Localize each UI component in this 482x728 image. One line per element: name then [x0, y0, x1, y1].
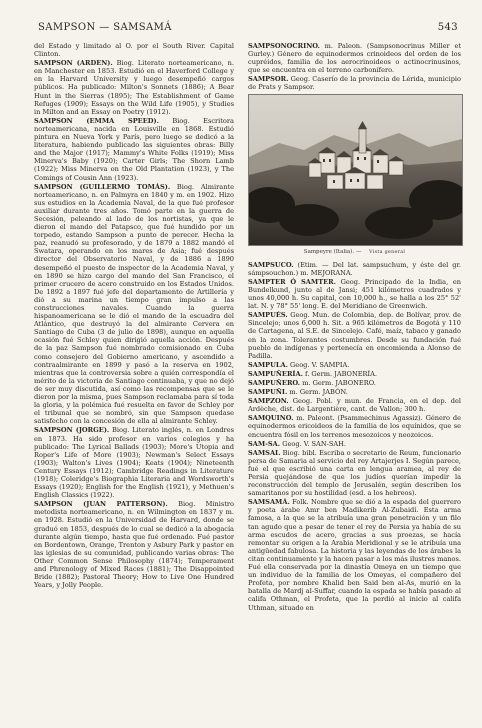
village-photo-illustration: [249, 95, 462, 245]
dictionary-entry: [248, 261, 461, 277]
dictionary-entry: [248, 449, 461, 498]
entry-headword: SAMPSOR.: [248, 75, 289, 84]
left-column: [34, 42, 234, 590]
entry-headword: SAMSAMÁ.: [248, 498, 290, 507]
entry-body: Biog. Literato norteamericano, n. en Manchester en 1853. Estudió en el Haverford College y en la Harvard University y luego desempeñó cargos públicos. Ha publicado: Milton's Sonnets (1886); A Bear Hunt in the Sierras (1895); The Establishment of Game Refuges (1909); Essays on the Wild Life (1905), y Studies in Milton and an Essay on Poetry (1912).: [34, 59, 234, 116]
entry-body: Geog. V. SAN-SAH.: [280, 439, 346, 448]
entry-headword: SAMPSON (ARDEN).: [34, 59, 113, 68]
entry-headword: SAMPUÑI.: [248, 388, 288, 397]
right-column-top: [248, 42, 461, 92]
dictionary-entry: [248, 397, 461, 413]
dictionary-entry: [34, 117, 234, 182]
entry-headword: SAMPULA.: [248, 360, 288, 369]
dictionary-entry: [34, 500, 234, 589]
entry-headword: SAMPUÑERO.: [248, 378, 301, 387]
entry-body: m. Germ. JABONERO.: [300, 378, 376, 387]
entry-body: Biog. Ministro metodista norteamericano, n. en Wilmington en 1837 y m. en 1928. Estudió en la Universidad de Harvard, donde se graduó en 1853, después de lo cual se dedicó a la abogacía durante algún tiempo, hasta que fué ordenado. Fué pastor en Bordentown, Orange, Trenton y Asbury Park y pastor en las iglesias de su comunidad, publicando varias obras: The Other Common Sense Philosophy (1874); Temperament and Phrenology of Mixed Races (1881); The Disappointed Bride (1882); Pastoral Theory; How to Live One Hundred Years, y Jolly People.: [34, 500, 234, 590]
entry-body: Biog. Escritora norteamericana, nacida en Louisville en 1868. Estudió pintura en Nueva York y París, pero luego se dedicó a la literatura, habiendo publicado las siguientes obras: Billy and the Major (1917); Mammy's White Folks (1919); Miss Minerva's Baby (1920); Carter Girls; The Shorn Lamb (1922); Miss Minerva on the Old Plantation (1923), y The Comings of Cousin Ann (1923).: [34, 116, 234, 182]
entry-body: f. Germ. JABONERÍA.: [302, 369, 377, 378]
entry-headword: SAMSAI.: [248, 448, 281, 457]
running-head: SAMPSON — SAMSAMÁ: [38, 22, 172, 33]
dictionary-entry: [248, 440, 461, 448]
entry-headword: SAMPSON (JUAN PATTERSON).: [34, 500, 168, 509]
photo-sampeyre: [248, 94, 463, 246]
entry-body: m. Paleon. (Sampsonocrinus Miller et Gurley.) Género de equinodermos crinoideos del orden de los cupréidos, familia de los aerocrinoideos o actinocrinusinos, que se encuentra en el terreno carbonífero.: [248, 42, 461, 75]
entry-body: m. Paleont. (Psammechinus Agassiz). Género de equinodermos ericoideos de la familia de los equínidos, que se encuentra fósil en los terrenos mesozoicos y neozoicos.: [248, 414, 461, 439]
entry-body: Geog. Caserío de la provincia de Lérida, municipio de Prats y Sampsor.: [248, 75, 461, 92]
entry-headword: SAMPUÉS.: [248, 311, 288, 320]
dictionary-entry: [248, 42, 461, 74]
dictionary-entry: [34, 426, 234, 499]
dictionary-entry: [248, 379, 461, 387]
entry-headword: SAMPTER Ó SAMTER.: [248, 277, 336, 286]
dictionary-entry: [248, 498, 461, 611]
dictionary-entry: [248, 370, 461, 378]
entry-body: m. Germ. JABÓN.: [287, 388, 348, 397]
page-header: [26, 22, 458, 38]
entry-headword: SAMPSUCO.: [248, 260, 294, 269]
entry-headword: SAMQUINO.: [248, 414, 294, 423]
entry-headword: SAM-SA.: [248, 439, 281, 448]
dictionary-entry: [248, 361, 461, 369]
entry-body: Biog. Almirante norteamericano, n. en Palmyra en 1840 y m. en 1902. Hizo sus estudios en la Academia Naval, de la que fué profesor auxiliar durante tres años. Tomó parte en la guerra de Secesión, peleando al lado de los nortistas, ya que le dieron el mando del Patapsco, que fué hundido por un torpedo, estando Sampson a punto de perecer. Hecha la paz, reanudó su profesorado, y de 1879 a 1882 mandó el Swatara, operando en los mares de Asia; fué después director del Observatorio Naval, y de 1886 a 1890 desempeñó el puesto de inspector de la Academia Naval, y en 1890 se hizo cargo del mando del San Francisco, el primer crucero de acero construido en los Estados Unidos. De 1892 a 1897 fué jefe del departamento de Artillería y dió a su marina un tiempo gran impulso a las construcciones navales. Cuando la guerra hispanoamericana se le dió el mando de la escuadra del Atlántico, que destruyó la del almirante Cervera en Santiago de Cuba (3 de julio de 1898), aunque en aquella ocasión fué Schley quien dirigió aquella acción. Después de la paz Sampson fué nombrado comisionado en Cuba como consejero del Gobierno americano, y ascendido a contraalmirante en 1899 y pasó a la reserva en 1902, mientras que la controversia sobre a quién correspondía el mérito de la victoria de Santiago continuaba, y que no dejó de ser muy discutida, así como las recompensas que se le dieron por la misma, pues Sampson reclamaba para sí toda la gloria, y la polémica fué resuelta en favor de Schley por el tribunal que se nombró, sin que Sampson quedase satisfecho con la concesión de ella al almirante Schley.: [34, 182, 234, 426]
page-number: 543: [437, 22, 458, 33]
continued-text: del Estado y limitado al O. por el South River. Capital Clinton.: [34, 42, 234, 59]
dictionary-entry: [34, 183, 234, 426]
dictionary-entry: [248, 414, 461, 438]
entry-body: Geog. V. SAMPIA.: [287, 360, 350, 369]
dictionary-entry: [248, 388, 461, 396]
entry-headword: SAMPSON (GUILLERMO TOMÁS).: [34, 182, 171, 191]
right-column: [248, 42, 461, 613]
photo-caption-title: Sampeyre (Italia). —: [303, 248, 362, 255]
entry-headword: SAMPZON.: [248, 397, 289, 406]
entry-body: Folk. Nombre que se dió a la espada del guerrero y poeta árabe Amr ben Madikerib Al-Zubaidí. Esta arma famosa, a la que se la atribuía una gran penetración y un filo tan agudo que a pesar de tener el rey de Persia ya había de su arma escudos de acero, gracias a sus proezas, se hacía remontar su origen a la Arabia Meridional y se le atribuía una antigüedad fabulosa. La historia y las leyendas de los árabes la citan continuamente y la hacen pasar a los más ilustres manos. Fué ella conservada por la dinastía Omeya en un tiempo que un individuo de la familia de los Omeyas, el compañero del Profeta, por nombre Khalid ben Said ben al-As, murió en la batalla de Mardj al-Suffar, cuando la espada se había pasado al califa Othman, el Profeta, que la perdió al inicio al califa Uthman, situado en: [248, 498, 461, 612]
dictionary-entry: [248, 278, 461, 310]
right-column-bottom: [248, 261, 461, 612]
entry-body: (Etim. — Del lat. sampsuchum, y éste del gr. sámpsouchon.) m. MEJORANA.: [248, 260, 461, 277]
photo-caption: [248, 248, 461, 257]
photo-caption-subtitle: Vista general: [369, 249, 406, 255]
entry-body: Geog. Principado de la India, en Bundelkund, junto al de Jansi; 451 kilómetros cuadrados y unos 40,000 h. Su capital, con 10,000 h., se halla a los 25° 52' lat. N. y 78° 55' long. E. del Meridiano de Greenwich.: [248, 277, 461, 311]
entry-body: Biog. Literato inglés, n. en Londres en 1873. Ha sido profesor en varios colegios y ha publicado: The Lyrical Ballads (1903); More's Utopia and Roper's Life of More (1903); Newman's Select Essays (1903); Walton's Lives (1904); Keats (1904); Nineteenth Century Essays (1912); Cambridge Readings in Literature (1918); Coleridge's Biographia Literaria and Wordsworth's Essays (1920); English for the English (1921), y Methuen's English Classics (1922).: [34, 426, 234, 500]
entry-body: Biog. bibl. Escriba o secretario de Reum, funcionario persa de Samaria al servicio del rey Artajerjes I. Según parece, fué el que escribió una carta en lengua aramea, al rey de Persia quejándose de que los judíos querían impedir la reconstrucción del templo de Jerusalén, según describen los samaritanos por su hostilidad (esd. a los hebreos).: [248, 448, 461, 498]
entry-body: Geog. Pobl. y mun. de Francia, en el dep. del Ardèche, dist. de Largentière, cant. de Vallon; 300 h.: [248, 397, 461, 414]
dictionary-entry: [248, 75, 461, 91]
dictionary-entry: [34, 59, 234, 116]
entry-headword: SAMPSON (EMMA SPEED).: [34, 116, 159, 125]
dictionary-entry: [248, 311, 461, 360]
entry-headword: SAMPSONOCRINO.: [248, 42, 320, 50]
entry-headword: SAMPUÑERÍA.: [248, 369, 303, 378]
entry-body: Geog. Mun. de Colombia, dep. de Bolívar, prov. de Sincelejo; unos 6,000 h. Sit. a 965 kilómetros de Bogotá y 110 de Cartagena, al S.E. de Sincelejo. Café, maíz, tabaco y ganado en la zona. Tolerantes costumbres. Desde su fundación fué pueblo de indígenas y pertenecía en encomienda a Alonso de Padilla.: [248, 311, 461, 360]
entry-headword: SAMPSON (JORGE).: [34, 426, 110, 435]
